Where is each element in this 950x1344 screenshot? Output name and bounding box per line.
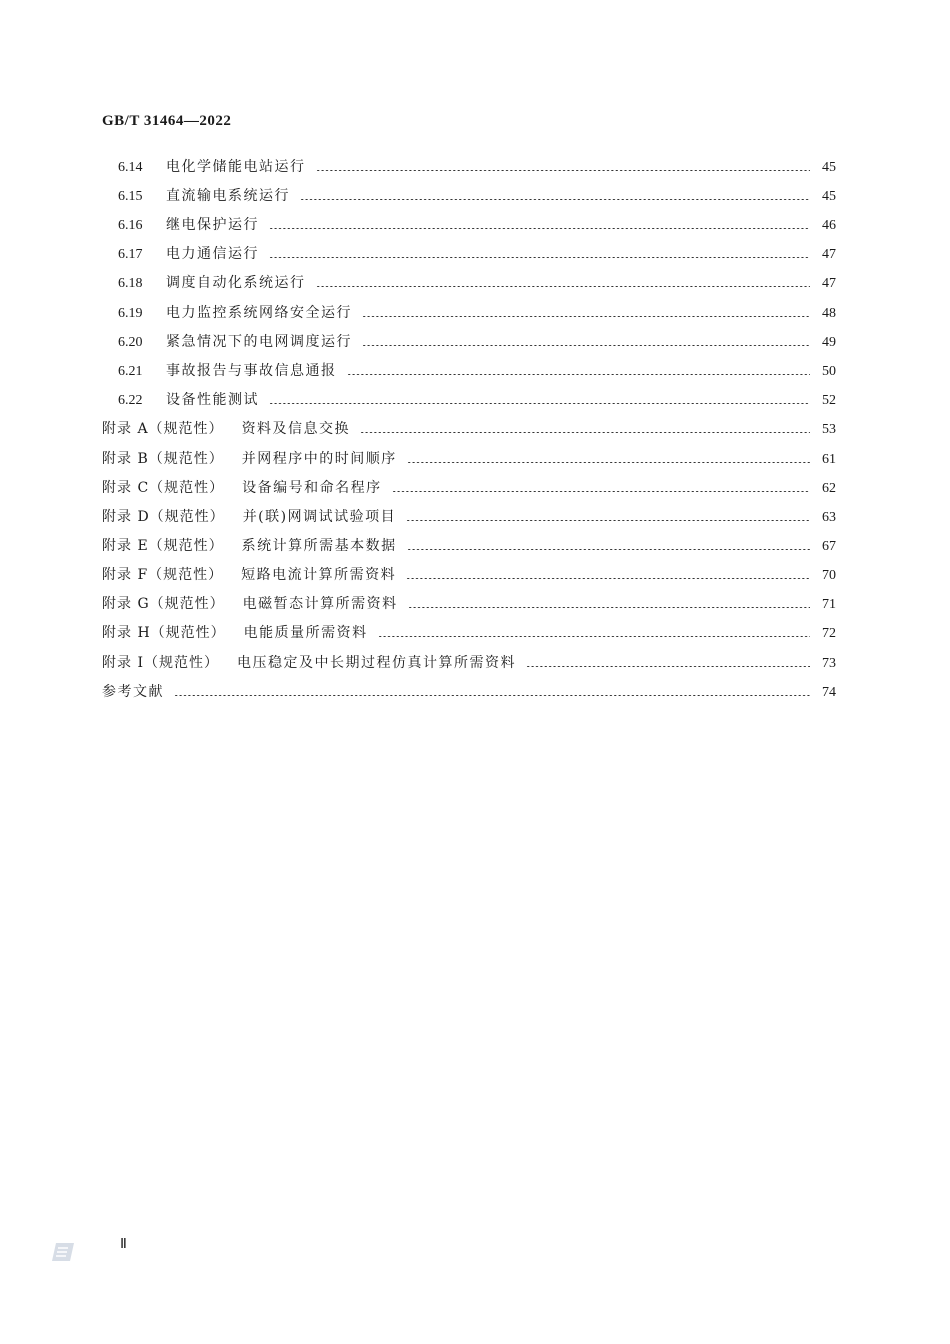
toc-entry-page: 45 (822, 160, 836, 175)
sac-logo-icon (50, 1241, 76, 1263)
dot-leader (269, 228, 810, 229)
dot-leader (526, 666, 810, 667)
annex-label: 附录 I（规范性） (102, 655, 219, 671)
toc-entry-number: 6.16 (118, 218, 143, 233)
toc-entry-annex[interactable] (102, 477, 836, 499)
toc-entry-annex[interactable] (102, 535, 836, 557)
annex-label: 附录 B（规范性） (102, 451, 224, 467)
toc-entry-page: 52 (822, 393, 836, 408)
toc-entry-annex[interactable] (102, 448, 836, 470)
page-number: Ⅱ (120, 1237, 127, 1252)
annex-label: 附录 H（规范性） (102, 625, 226, 641)
dot-leader (362, 345, 810, 346)
toc-entry[interactable] (118, 272, 836, 294)
dot-leader (360, 432, 810, 433)
dot-leader (407, 462, 810, 463)
dot-leader (408, 607, 810, 608)
toc-entry-page: 46 (822, 218, 836, 233)
dot-leader (406, 578, 810, 579)
toc-entry[interactable] (118, 331, 836, 353)
toc-entry-title: 电压稳定及中长期过程仿真计算所需资料 (236, 655, 516, 671)
toc-entry-page: 49 (822, 335, 836, 350)
toc-entry-title: 短路电流计算所需资料 (241, 567, 397, 583)
annex-label: 附录 A（规范性） (102, 421, 224, 437)
dot-leader (362, 316, 810, 317)
toc-entry-page: 70 (822, 568, 836, 583)
toc-entry-title: 直流输电系统运行 (166, 188, 290, 204)
document-code: GB/T 31464—2022 (102, 113, 232, 129)
dot-leader (347, 374, 811, 375)
toc-entry-page: 62 (822, 481, 836, 496)
toc-entry-page: 45 (822, 189, 836, 204)
toc-entry-title: 电磁暂态计算所需资料 (242, 596, 398, 612)
annex-label: 附录 D（规范性） (102, 509, 225, 525)
toc-entry-page: 71 (822, 597, 836, 612)
toc-entry-title: 参考文献 (102, 684, 164, 700)
dot-leader (269, 403, 810, 404)
dot-leader (316, 286, 811, 287)
toc-entry[interactable] (118, 243, 836, 265)
toc-entry-title: 资料及信息交换 (241, 421, 351, 437)
dot-leader (174, 695, 810, 696)
toc-entry-page: 74 (822, 685, 836, 700)
dot-leader (392, 491, 810, 492)
toc-entry[interactable] (118, 360, 836, 382)
toc-entry-annex[interactable] (102, 622, 836, 644)
toc-entry-page: 61 (822, 452, 836, 467)
toc-entry[interactable] (118, 214, 836, 236)
toc-entry-annex[interactable] (102, 593, 836, 615)
toc-entry-number: 6.18 (118, 276, 143, 291)
toc-entry[interactable] (118, 389, 836, 411)
toc-entry-number: 6.19 (118, 306, 143, 321)
dot-leader (378, 636, 810, 637)
dot-leader (406, 520, 810, 521)
dot-leader (407, 549, 810, 550)
toc-entry-annex[interactable] (102, 652, 836, 674)
toc-entry[interactable] (118, 302, 836, 324)
toc-entry-number: 6.15 (118, 189, 143, 204)
toc-entry-page: 67 (822, 539, 836, 554)
toc-entry-title: 电力监控系统网络安全运行 (166, 305, 352, 321)
toc-entry[interactable] (118, 185, 836, 207)
toc-entry-title: 电能质量所需资料 (243, 625, 368, 641)
toc-entry-bibliography[interactable] (102, 681, 836, 703)
annex-label: 附录 E（规范性） (102, 538, 224, 554)
toc-entry-number: 6.17 (118, 247, 143, 262)
toc-entry-title: 继电保护运行 (166, 217, 259, 233)
toc-entry-page: 73 (822, 656, 836, 671)
annex-label: 附录 C（规范性） (102, 480, 225, 496)
dot-leader (300, 199, 810, 200)
toc-entry-page: 53 (822, 422, 836, 437)
dot-leader (269, 257, 810, 258)
toc-entry-page: 47 (822, 276, 836, 291)
annex-label: 附录 G（规范性） (102, 596, 225, 612)
toc-entry-title: 并(联)网调试试验项目 (242, 509, 397, 525)
toc-entry-annex[interactable] (102, 418, 836, 440)
toc-entry-number: 6.21 (118, 364, 143, 379)
toc-entry-annex[interactable] (102, 564, 836, 586)
toc-entry-title: 电化学储能电站运行 (166, 159, 306, 175)
toc-entry-title: 设备性能测试 (166, 392, 259, 408)
toc-entry-page: 50 (822, 364, 836, 379)
toc-entry-title: 并网程序中的时间顺序 (241, 451, 397, 467)
toc-entry-title: 调度自动化系统运行 (166, 275, 306, 291)
toc-entry-number: 6.22 (118, 393, 143, 408)
toc-entry-title: 系统计算所需基本数据 (241, 538, 397, 554)
toc-entry-title: 事故报告与事故信息通报 (166, 363, 337, 379)
annex-label: 附录 F（规范性） (102, 567, 224, 583)
toc-entry-title: 设备编号和命名程序 (242, 480, 382, 496)
toc-entry-page: 63 (822, 510, 836, 525)
dot-leader (316, 170, 811, 171)
toc-entry[interactable] (118, 156, 836, 178)
toc-entry-page: 47 (822, 247, 836, 262)
toc-entry-page: 48 (822, 306, 836, 321)
toc-entry-title: 紧急情况下的电网调度运行 (166, 334, 352, 350)
toc-entry-page: 72 (822, 626, 836, 641)
toc-entry-number: 6.14 (118, 160, 143, 175)
toc-entry-number: 6.20 (118, 335, 143, 350)
toc-entry-annex[interactable] (102, 506, 836, 528)
toc-entry-title: 电力通信运行 (166, 246, 259, 262)
